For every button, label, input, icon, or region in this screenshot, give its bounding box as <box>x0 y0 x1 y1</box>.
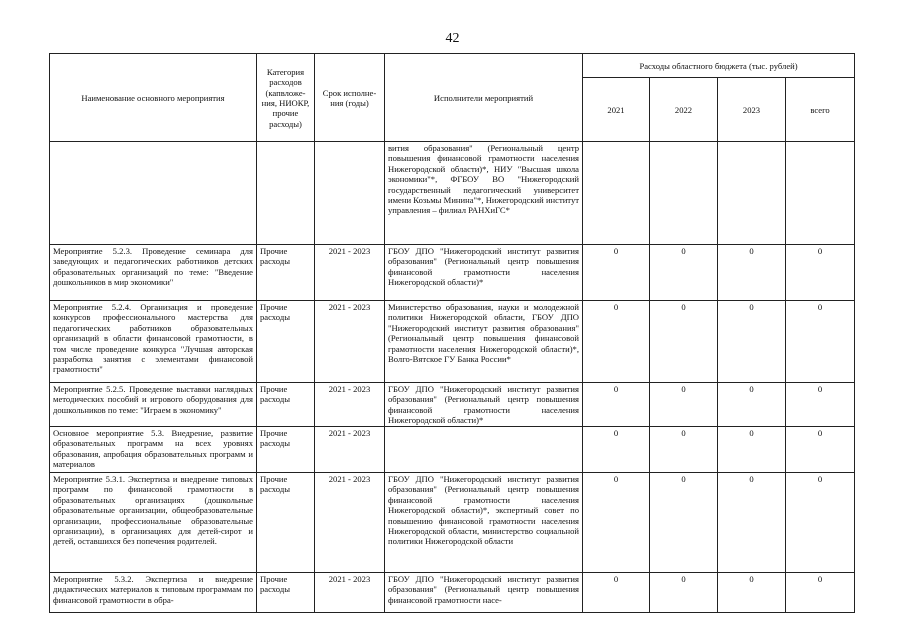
table-row <box>50 383 855 427</box>
row-value-cell <box>718 142 786 245</box>
row-category-cell: Прочие расходы <box>257 427 315 473</box>
header-year-2021: 2021 <box>583 78 650 142</box>
row-name-cell: Мероприятие 5.3.2. Экспертиза и внедрение дидактических материалов к типовым программам по финансовой грамотности в обра- <box>50 573 257 613</box>
row-executors-cell: ГБОУ ДПО "Нижегородский институт развития образования" (Региональный центр повышения финансовой грамотности населения Нижегородской области)* <box>385 383 583 427</box>
row-value-cell <box>650 142 718 245</box>
row-term-cell: 2021 - 2023 <box>315 383 385 427</box>
table-row <box>50 573 855 613</box>
row-category-cell: Прочие расходы <box>257 245 315 301</box>
row-value-cell: 0 <box>583 245 650 301</box>
row-category-cell: Прочие расходы <box>257 573 315 613</box>
row-term-cell: 2021 - 2023 <box>315 473 385 573</box>
header-year-2022: 2022 <box>650 78 718 142</box>
row-executors-cell: ГБОУ ДПО "Нижегородский институт развития образования" (Региональный центр повышения финансовой грамотности насе- <box>385 573 583 613</box>
row-category-cell: Прочие расходы <box>257 301 315 383</box>
row-value-cell: 0 <box>583 383 650 427</box>
row-value-cell <box>583 142 650 245</box>
row-value-cell: 0 <box>718 245 786 301</box>
row-value-cell: 0 <box>650 427 718 473</box>
row-value-cell: 0 <box>650 383 718 427</box>
row-name-cell: Основное мероприятие 5.3. Внедрение, развитие образовательных программ на всех уровнях образования, апробация образовательных программ и материалов <box>50 427 257 473</box>
row-executors-cell: ГБОУ ДПО "Нижегородский институт развития образования" (Региональный центр повышения финансовой грамотности населения Нижегородской области)*, экспертный совет по повышению финансовой грамотности населения Нижегородской области, министерство социальной политики Нижегородской области <box>385 473 583 573</box>
row-value-cell: 0 <box>718 383 786 427</box>
page-number: 42 <box>445 31 460 46</box>
row-value-cell: 0 <box>650 573 718 613</box>
row-value-cell: 0 <box>583 427 650 473</box>
row-term-cell: 2021 - 2023 <box>315 573 385 613</box>
header-year-2023: 2023 <box>718 78 786 142</box>
header-total: всего <box>786 78 855 142</box>
row-name-cell: Мероприятие 5.2.4. Организация и проведение конкурсов профессионального мастерства для педагогических работников образовательных организаций в области финансовой грамотности, в том числе проведение конкурса "Лучшая авторская разработка занятия с элементами финансовой грамотности" <box>50 301 257 383</box>
row-name-cell: Мероприятие 5.2.3. Проведение семинара для заведующих и педагогических работников детских образовательных организаций по теме: "Введение дошкольников в мир экономики" <box>50 245 257 301</box>
row-term-cell <box>315 142 385 245</box>
header-name: Наименование основного мероприятия <box>50 54 257 142</box>
header-executors: Исполнители мероприятий <box>385 54 583 142</box>
row-value-cell: 0 <box>583 573 650 613</box>
budget-table <box>49 53 855 613</box>
row-value-cell: 0 <box>786 473 855 573</box>
row-executors-cell: Министерство образования, науки и молодежной политики Нижегородской области, ГБОУ ДПО "Нижегородский институт развития образования" (Региональный центр повышения финансовой грамотности населения Нижегородской области)*, Волго-Вятское ГУ Банка России* <box>385 301 583 383</box>
row-value-cell: 0 <box>718 573 786 613</box>
row-value-cell: 0 <box>718 301 786 383</box>
row-value-cell: 0 <box>650 245 718 301</box>
row-value-cell: 0 <box>718 427 786 473</box>
row-value-cell: 0 <box>786 573 855 613</box>
row-value-cell: 0 <box>786 245 855 301</box>
table-row <box>50 245 855 301</box>
row-value-cell: 0 <box>650 301 718 383</box>
row-value-cell: 0 <box>786 383 855 427</box>
row-value-cell: 0 <box>786 301 855 383</box>
row-executors-cell: ГБОУ ДПО "Нижегородский институт развития образования" (Региональный центр повышения финансовой грамотности населения Нижегородской области)* <box>385 245 583 301</box>
row-executors-cell <box>385 427 583 473</box>
table-row <box>50 427 855 473</box>
row-category-cell: Прочие расходы <box>257 383 315 427</box>
header-category: Категория расходов (капвложе-ния, НИОКР, прочие расходы) <box>257 54 315 142</box>
row-executors-cell: вития образования" (Региональный центр повышения финансовой грамотности населения Нижегородской области)*, НИУ "Высшая школа экономики"*, ФГБОУ ВО "Нижегородский государственный педагогический университет имени Козьмы Минина"*, Нижегородский институт управления – филиал РАНХиГС* <box>385 142 583 245</box>
row-value-cell <box>786 142 855 245</box>
header-term: Срок исполне-ния (годы) <box>315 54 385 142</box>
row-value-cell: 0 <box>786 427 855 473</box>
table-row <box>50 473 855 573</box>
row-category-cell <box>257 142 315 245</box>
row-value-cell: 0 <box>650 473 718 573</box>
table-row <box>50 142 855 245</box>
row-term-cell: 2021 - 2023 <box>315 245 385 301</box>
row-value-cell: 0 <box>718 473 786 573</box>
row-term-cell: 2021 - 2023 <box>315 301 385 383</box>
table-row <box>50 301 855 383</box>
row-value-cell: 0 <box>583 473 650 573</box>
header-budget: Расходы областного бюджета (тыс. рублей) <box>583 54 855 78</box>
row-category-cell: Прочие расходы <box>257 473 315 573</box>
row-value-cell: 0 <box>583 301 650 383</box>
row-name-cell: Мероприятие 5.3.1. Экспертиза и внедрение типовых программ по финансовой грамотности в образовательных организациях (дошкольные образовательные организации, общеобразовательные организации, профессиональные образовательные организации), в организациях для детей-сирот и детей, оставшихся без попечения родителей. <box>50 473 257 573</box>
row-name-cell: Мероприятие 5.2.5. Проведение выставки наглядных методических пособий и игрового оборудования для дошкольников по теме: "Играем в экономику" <box>50 383 257 427</box>
row-term-cell: 2021 - 2023 <box>315 427 385 473</box>
row-name-cell <box>50 142 257 245</box>
